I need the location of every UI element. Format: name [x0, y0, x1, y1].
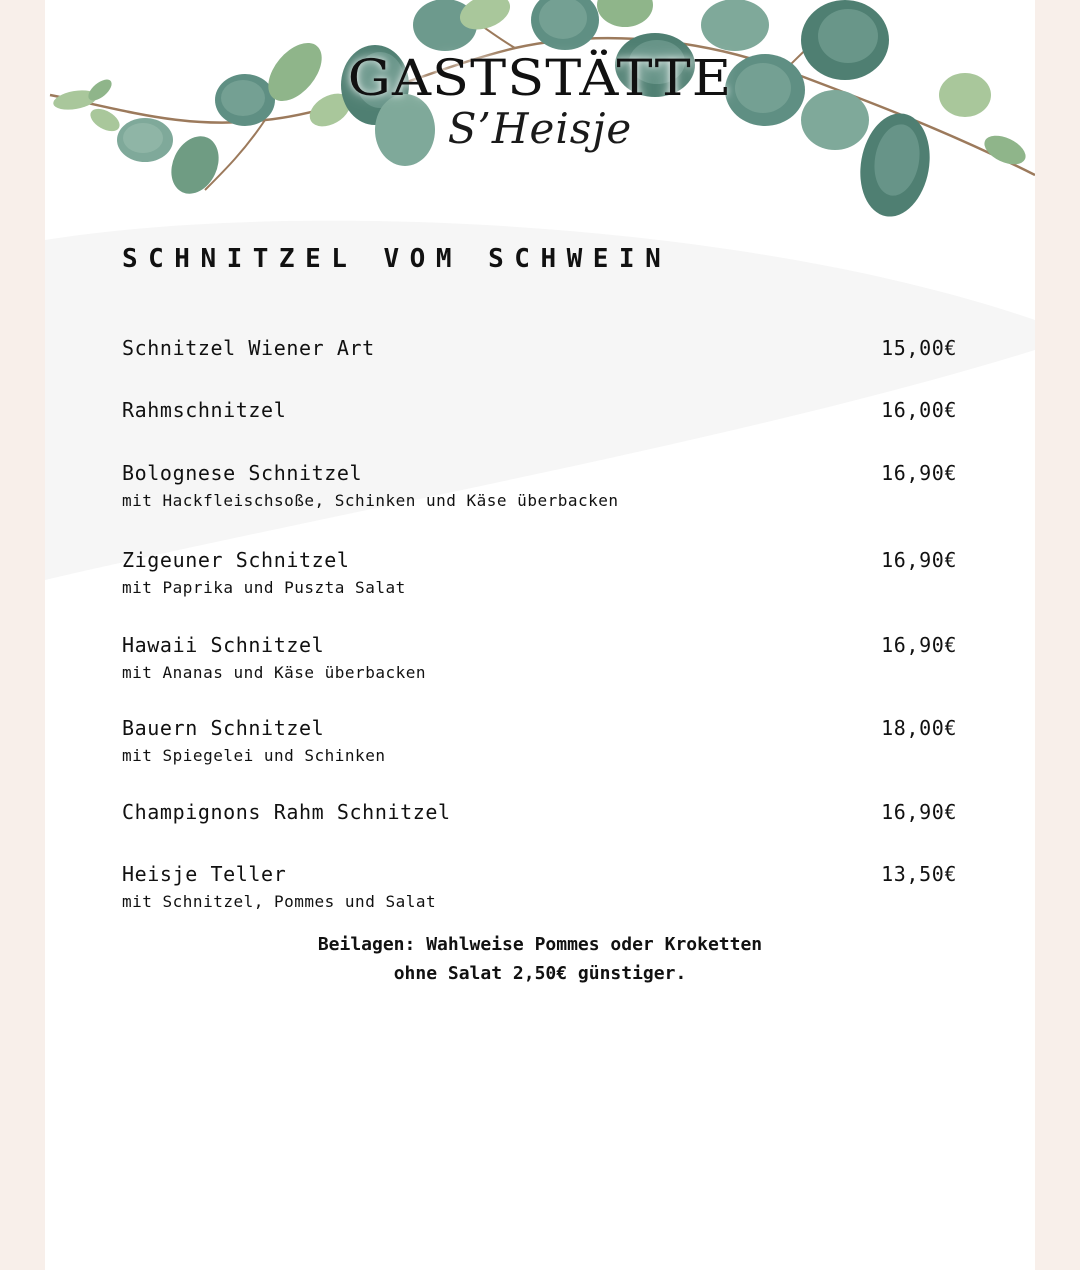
- section-title: SCHNITZEL VOM SCHWEIN: [122, 244, 672, 274]
- side-dish-note-line2: ohne Salat 2,50€ günstiger.: [393, 963, 687, 984]
- menu-item: [122, 861, 957, 913]
- menu-item-description: mit Ananas und Käse überbacken: [122, 663, 426, 682]
- menu-item: [122, 715, 957, 767]
- menu-item-price: 15,00€: [881, 336, 957, 360]
- menu-item-description: mit Paprika und Puszta Salat: [122, 578, 406, 597]
- menu-item-description: mit Hackfleischsoße, Schinken und Käse überbacken: [122, 491, 619, 510]
- menu-item-price: 16,90€: [881, 461, 957, 485]
- menu-item: [122, 460, 957, 512]
- restaurant-name: GASTSTÄTTE: [347, 49, 733, 107]
- menu-item-price: 16,00€: [881, 398, 957, 422]
- menu-item: [122, 799, 957, 825]
- menu-item: [122, 335, 957, 361]
- menu-item-name: Hawaii Schnitzel: [122, 633, 325, 657]
- menu-page: [45, 0, 1035, 1270]
- side-dish-note: [45, 930, 1035, 988]
- menu-item: [122, 397, 957, 423]
- restaurant-logo: [45, 48, 1035, 154]
- menu-item-name: Zigeuner Schnitzel: [122, 548, 350, 572]
- menu-item-name: Rahmschnitzel: [122, 398, 287, 422]
- menu-item-name: Heisje Teller: [122, 862, 287, 886]
- menu-item-price: 16,90€: [881, 548, 957, 572]
- menu-item-price: 16,90€: [881, 800, 957, 824]
- menu-item: [122, 547, 957, 599]
- menu-item-name: Bolognese Schnitzel: [122, 461, 363, 485]
- menu-item-name: Schnitzel Wiener Art: [122, 336, 375, 360]
- side-dish-note-line1: Beilagen: Wahlweise Pommes oder Kroketten: [317, 934, 763, 955]
- menu-item: [122, 632, 957, 684]
- restaurant-subname: S’Heisje: [447, 104, 633, 153]
- menu-item-price: 13,50€: [881, 862, 957, 886]
- menu-item-price: 18,00€: [881, 716, 957, 740]
- menu-item-name: Champignons Rahm Schnitzel: [122, 800, 451, 824]
- menu-item-description: mit Schnitzel, Pommes und Salat: [122, 892, 437, 911]
- menu-item-name: Bauern Schnitzel: [122, 716, 325, 740]
- menu-item-description: mit Spiegelei und Schinken: [122, 746, 386, 765]
- menu-item-price: 16,90€: [881, 633, 957, 657]
